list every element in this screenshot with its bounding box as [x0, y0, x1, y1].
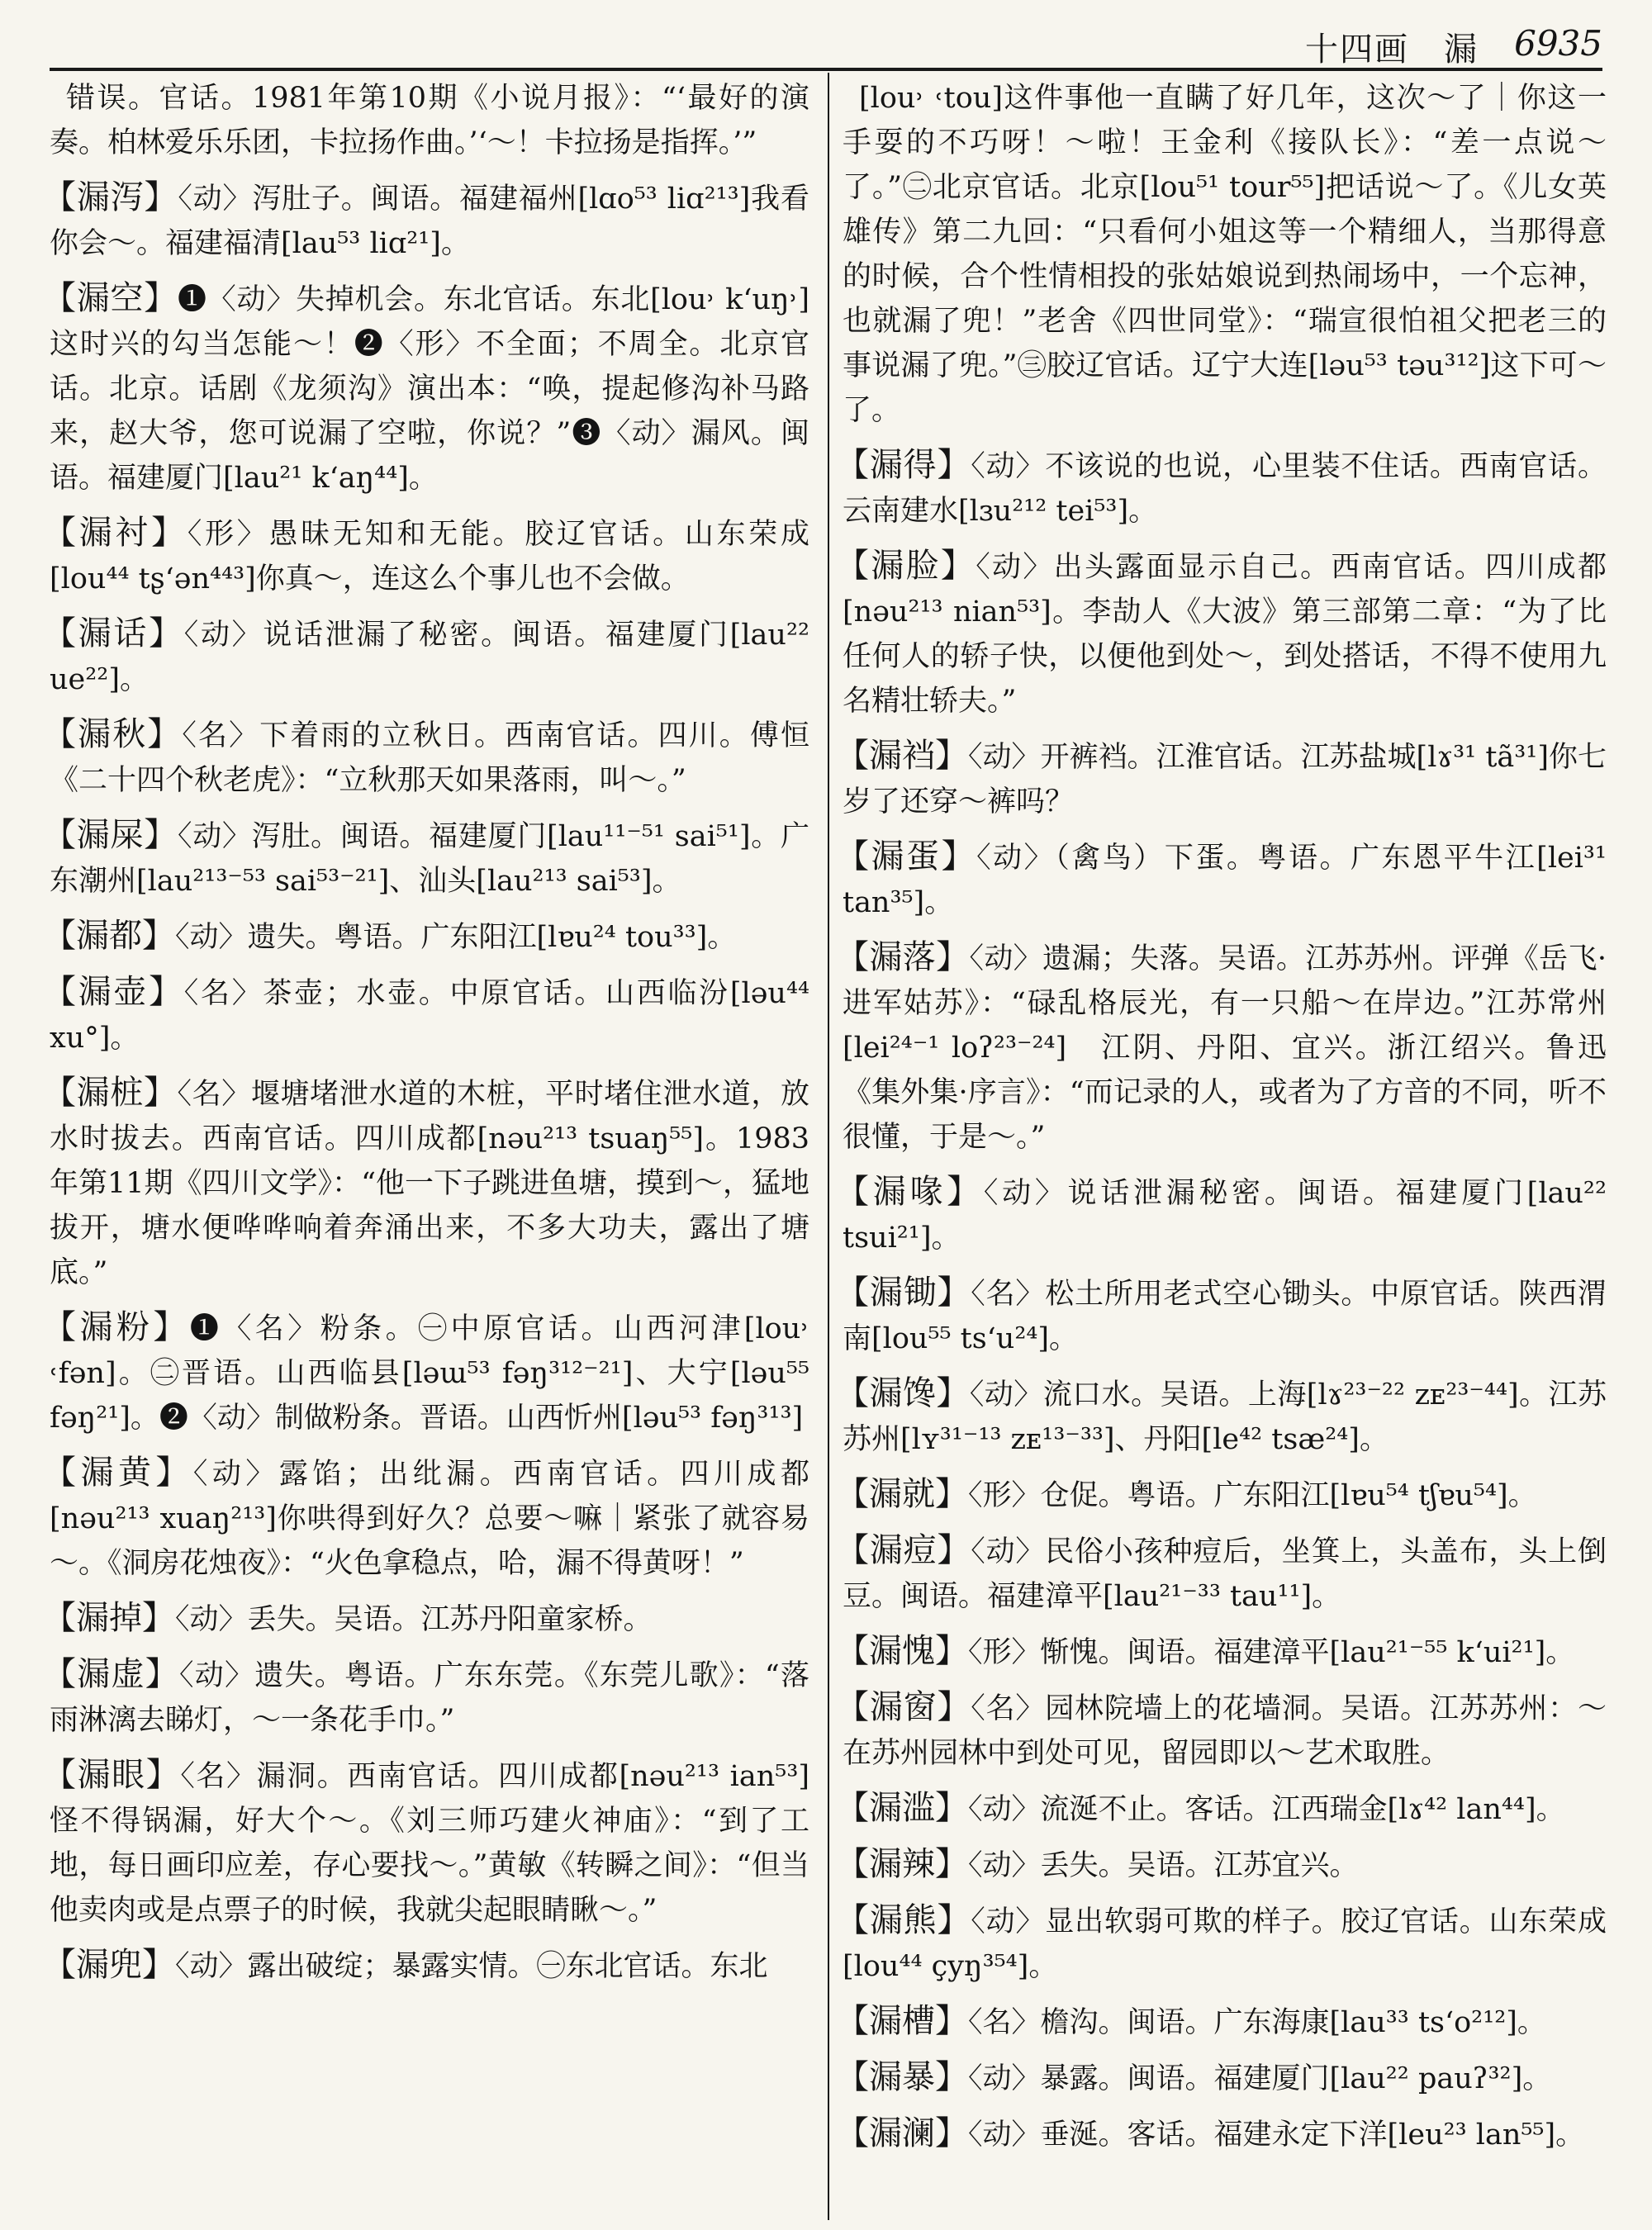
left-column	[43, 74, 810, 1999]
entry-headword: 【漏馋】	[836, 1374, 970, 1412]
entry-headword: 【漏壶】	[43, 973, 184, 1011]
entry-headword: 【漏掉】	[43, 1599, 175, 1637]
entry-definition: 〈动〉流涎不止。客话。江西瑞金[lɤ⁴² lan⁴⁴]。	[968, 1793, 1565, 1826]
dictionary-entry	[836, 1270, 1607, 1361]
dictionary-entry	[836, 2055, 1607, 2101]
dictionary-entry	[43, 712, 809, 803]
entry-definition: 〈动〉出头露面显示自己。西南官话。四川成都[nəu²¹³ nian⁵³]。李劼人《大波》第三部第二章：“为了比任何人的轿子快，以便他到处～，到处搭话，不得不使用九名精壮轿夫。”	[843, 551, 1607, 718]
dictionary-entry	[43, 175, 809, 266]
entry-definition: 〈名〉松土所用老式空心锄头。中原官话。陕西渭南[lou⁵⁵ ts‘u²⁴]。	[843, 1278, 1607, 1355]
dictionary-entry	[836, 1685, 1607, 1776]
entry-definition: 〈形〉仓促。粤语。广东阳江[lɐu⁵⁴ tʃɐu⁵⁴]。	[968, 1479, 1537, 1512]
entry-definition: 〈动〉不该说的也说，心里装不住话。西南官话。云南建水[lɜu²¹² tei⁵³]。	[843, 450, 1607, 528]
entry-definition: 〈名〉下着雨的立秋日。西南官话。四川。傅恒《二十四个秋老虎》：“立秋那天如果落雨，叫～。”	[50, 719, 809, 797]
dictionary-entry	[43, 510, 809, 601]
entry-headword: 【漏得】	[836, 446, 971, 484]
dictionary-entry	[836, 1898, 1607, 1989]
entry-definition: 〈动〉遗失。粤语。广东东莞。《东莞儿歌》：“落雨淋漓去睇灯，～一条花手巾。”	[50, 1659, 809, 1737]
entry-definition: ❶〈名〉粉条。㊀中原官话。山西河津[lou˒ ˓fən]。㊁晋语。山西临县[ləɯ⁵³ fəŋ³¹²⁻²¹]、大宁[ləu⁵⁵ fəŋ²¹]。❷〈动〉制做粉条。晋语。山西忻州[ləu⁵³ fəŋ³¹³]	[50, 1312, 810, 1435]
dictionary-entry	[836, 2111, 1607, 2157]
entry-definition: 〈动〉露出破绽；暴露实情。㊀东北官话。东北	[175, 1950, 768, 1983]
dictionary-entry	[43, 276, 809, 501]
entry-definition: 〈名〉檐沟。闽语。广东海康[lau³³ ts‘o²¹²]。	[968, 2006, 1546, 2039]
dictionary-entry	[836, 543, 1607, 724]
dictionary-entry	[43, 970, 810, 1060]
entry-definition: 〈名〉园林院墙上的花墙洞。吴语。江苏苏州：～在苏州园林中到处可见，留园即以～艺术取胜。	[843, 1692, 1607, 1770]
dictionary-entry	[836, 935, 1607, 1160]
entry-definition: 错误。官话。1981年第10期《小说月报》：“‘最好的演奏。柏林爱乐乐团，卡拉扬作曲。’‘～！卡拉扬是指挥。’”	[50, 82, 809, 159]
entry-headword: 【漏空】	[43, 279, 178, 317]
dictionary-entry	[836, 1472, 1607, 1518]
entry-headword: 【漏眼】	[43, 1756, 181, 1794]
entry-definition: ❶〈动〉失掉机会。东北官话。东北[lou˒ k‘uŋ˒]这时兴的勾当怎能～！❷〈形〉不全面；不周全。北京官话。北京。话剧《龙须沟》演出本：“唤，提起修沟补马路来，赵大爷，您可说漏了空啦，你说？”❸〈动〉漏风。闽语。福建厦门[lau²¹ k‘aŋ⁴⁴]。	[50, 283, 809, 495]
column-divider	[828, 73, 829, 2220]
dictionary-entry	[836, 834, 1607, 925]
entry-definition: 〈动〉垂涎。客话。福建永定下洋[leu²³ lan⁵⁵]。	[968, 2118, 1585, 2152]
dictionary-entry	[43, 1753, 810, 1933]
entry-headword: 【漏衬】	[43, 514, 188, 552]
entry-headword: 【漏脸】	[836, 547, 976, 585]
entry-definition: 〈形〉愚昧无知和无能。胶辽官话。山东荣成[lou⁴⁴ tʂ‘ən⁴⁴³]你真～，连这么个事儿也不会做。	[50, 518, 809, 595]
dictionary-entry	[836, 443, 1607, 534]
entry-headword: 【漏虚】	[43, 1655, 180, 1693]
dictionary-entry	[43, 1070, 809, 1295]
entry-headword: 【漏愧】	[836, 1632, 968, 1670]
dictionary-entry	[43, 813, 809, 904]
dictionary-entry	[836, 1170, 1607, 1260]
entry-headword: 【漏澜】	[836, 2114, 968, 2152]
entry-headword: 【漏就】	[836, 1475, 968, 1513]
entry-definition: [lou˒ ˓tou]这件事他一直瞒了好几年，这次～了｜你这一手耍的不巧呀！～啦！王金利《接队长》：“差一点说～了。”㊁北京官话。北京[lou⁵¹ tour⁵⁵]把话说～了。《儿女英雄传》第二九回：“只看何小姐这等一个精细人，当那得意的时候，合个性情相投的张姑娘说到热闹场中，一个忘神，也就漏了兜！”老舍《四世同堂》：“瑞宣很怕祖父把老三的事说漏了兜。”㊂胶辽官话。辽宁大连[ləu⁵³ təu³¹²]这下可～了。	[843, 82, 1607, 427]
entry-definition: 〈动〉（禽鸟）下蛋。粤语。广东恩平牛江[lei³¹ tan³⁵]。	[843, 842, 1607, 919]
entry-definition: 〈动〉说话泄漏秘密。闽语。福建厦门[lau²² tsui²¹]。	[843, 1177, 1607, 1255]
entry-definition: 〈动〉民俗小孩种痘后，坐箕上，头盖布，头上倒豆。闽语。福建漳平[lau²¹⁻³³ tau¹¹]。	[843, 1535, 1607, 1613]
entry-definition: 〈动〉泻肚。闽语。福建厦门[lau¹¹⁻⁵¹ sai⁵¹]。广东潮州[lau²¹³⁻⁵³ sai⁵³⁻²¹]、汕头[lau²¹³ sai⁵³]。	[50, 820, 809, 898]
dictionary-entry	[836, 1528, 1607, 1619]
entry-headword: 【漏暴】	[836, 2058, 968, 2096]
entry-headword: 【漏黄】	[43, 1454, 193, 1492]
dictionary-entry	[836, 1999, 1607, 2045]
dictionary-entry	[836, 1786, 1607, 1832]
entry-headword: 【漏辣】	[836, 1845, 968, 1883]
dictionary-entry	[43, 1450, 809, 1586]
entry-headword: 【漏锄】	[836, 1274, 971, 1312]
entry-definition: 〈动〉显出软弱可欺的样子。胶辽官话。山东荣成[lou⁴⁴ çyŋ³⁵⁴]。	[843, 1905, 1607, 1983]
dictionary-entry	[43, 611, 809, 702]
entry-headword: 【漏喙】	[836, 1173, 984, 1211]
dictionary-entry	[43, 1943, 809, 1989]
entry-headword: 【漏裆】	[836, 737, 969, 775]
entry-definition: 〈动〉遗失。粤语。广东阳江[lɐu²⁴ tou³³]。	[175, 921, 737, 954]
entry-definition: 〈动〉丢失。吴语。江苏丹阳童家桥。	[175, 1603, 653, 1636]
entry-headword: 【漏痘】	[836, 1531, 971, 1569]
dictionary-entry	[836, 1842, 1607, 1888]
entry-headword: 【漏槽】	[836, 2002, 968, 2040]
entry-headword: 【漏落】	[836, 938, 970, 976]
entry-definition: 〈动〉丢失。吴语。江苏宜兴。	[968, 1849, 1359, 1882]
section-heading: 十四画 漏	[1305, 31, 1479, 69]
entry-definition: 〈动〉开裤裆。江淮官话。江苏盐城[lɤ³¹ tã³¹]你七岁了还穿～裤吗？	[843, 741, 1607, 818]
right-column	[836, 74, 1607, 2223]
entry-definition: 〈名〉茶壶；水壶。中原官话。山西临汾[ləu⁴⁴ xu°]。	[50, 977, 810, 1055]
page-header	[50, 18, 1602, 71]
dictionary-entry	[836, 1629, 1607, 1675]
entry-headword: 【漏兜】	[43, 1946, 175, 1984]
entry-headword: 【漏屎】	[43, 816, 178, 854]
entry-headword: 【漏窗】	[836, 1688, 971, 1726]
entry-definition: 〈名〉堰塘堵泄水道的木桩，平时堵住泄水道，放水时拔去。西南官话。四川成都[nəu²¹³ tsuaŋ⁵⁵]。1983年第11期《四川文学》：“他一下子跳进鱼塘，摸到～，猛地拔开，塘水便哗哗响着奔涌出来，不多大功夫，露出了塘底。”	[50, 1078, 809, 1289]
dictionary-entry	[43, 1652, 809, 1743]
dictionary-entry	[843, 74, 1607, 433]
entry-headword: 【漏滥】	[836, 1789, 968, 1827]
entry-definition: 〈动〉暴露。闽语。福建厦门[lau²² pauʔ³²]。	[968, 2062, 1552, 2095]
entry-headword: 【漏泻】	[43, 178, 178, 216]
dictionary-entry	[843, 2167, 1607, 2213]
entry-headword: 【漏都】	[43, 917, 175, 955]
dictionary-entry	[43, 913, 809, 960]
entry-headword: 【漏熊】	[836, 1901, 971, 1939]
dictionary-entry	[43, 1305, 810, 1440]
entry-definition: 〈名〉漏洞。西南官话。四川成都[nəu²¹³ ian⁵³]怪不得锅漏，好大个～。《刘三师巧建火神庙》：“到了工地，每日画印应差，存心要找～。”黄敏《转瞬之间》：“但当他卖肉或是点票子的时候，我就尖起眼睛瞅～。”	[50, 1760, 810, 1927]
entry-headword: 【漏粉】	[43, 1308, 190, 1346]
dictionary-entry	[43, 1596, 809, 1642]
entry-headword: 【漏话】	[43, 614, 184, 652]
entry-headword: 【漏秋】	[43, 715, 183, 753]
dictionary-entry	[50, 74, 809, 165]
page-number: 6935	[1514, 23, 1602, 64]
entry-definition: 〈动〉流口水。吴语。上海[lɤ²³⁻²² zᴇ²³⁻⁴⁴]。江苏苏州[lʏ³¹⁻¹³ zᴇ¹³⁻³³]、丹阳[le⁴² tsæ²⁴]。	[843, 1378, 1607, 1456]
entry-definition: 〈动〉泻肚子。闽语。福建福州[lɑo⁵³ liɑ²¹³]我看你会～。福建福清[lau⁵³ liɑ²¹]。	[50, 183, 809, 260]
entry-definition: 〈动〉遗漏；失落。吴语。江苏苏州。评弹《岳飞·进军姑苏》：“碌乱格辰光，有一只船～在岸边。”江苏常州[lei²⁴⁻¹ loʔ²³⁻²⁴] 江阴、丹阳、宜兴。浙江绍兴。鲁迅《集外集·序言》：“而记录的人，或者为了方音的不同，听不很懂，于是～。”	[843, 942, 1607, 1154]
entry-definition: 〈动〉说话泄漏了秘密。闽语。福建厦门[lau²² ue²²]。	[50, 619, 809, 696]
entry-headword: 【漏蛋】	[836, 837, 977, 875]
dictionary-entry	[836, 733, 1607, 824]
entry-headword: 【漏桩】	[43, 1074, 178, 1112]
entry-definition: 〈形〉惭愧。闽语。福建漳平[lau²¹⁻⁵⁵ k‘ui²¹]。	[968, 1636, 1575, 1669]
dictionary-entry	[836, 1371, 1607, 1462]
entry-definition: 〈动〉露馅；出纰漏。西南官话。四川成都[nəu²¹³ xuaŋ²¹³]你哄得到好久？总要～嘛｜紧张了就容易～。《洞房花烛夜》：“火色拿稳点，哈，漏不得黄呀！”	[50, 1458, 809, 1580]
